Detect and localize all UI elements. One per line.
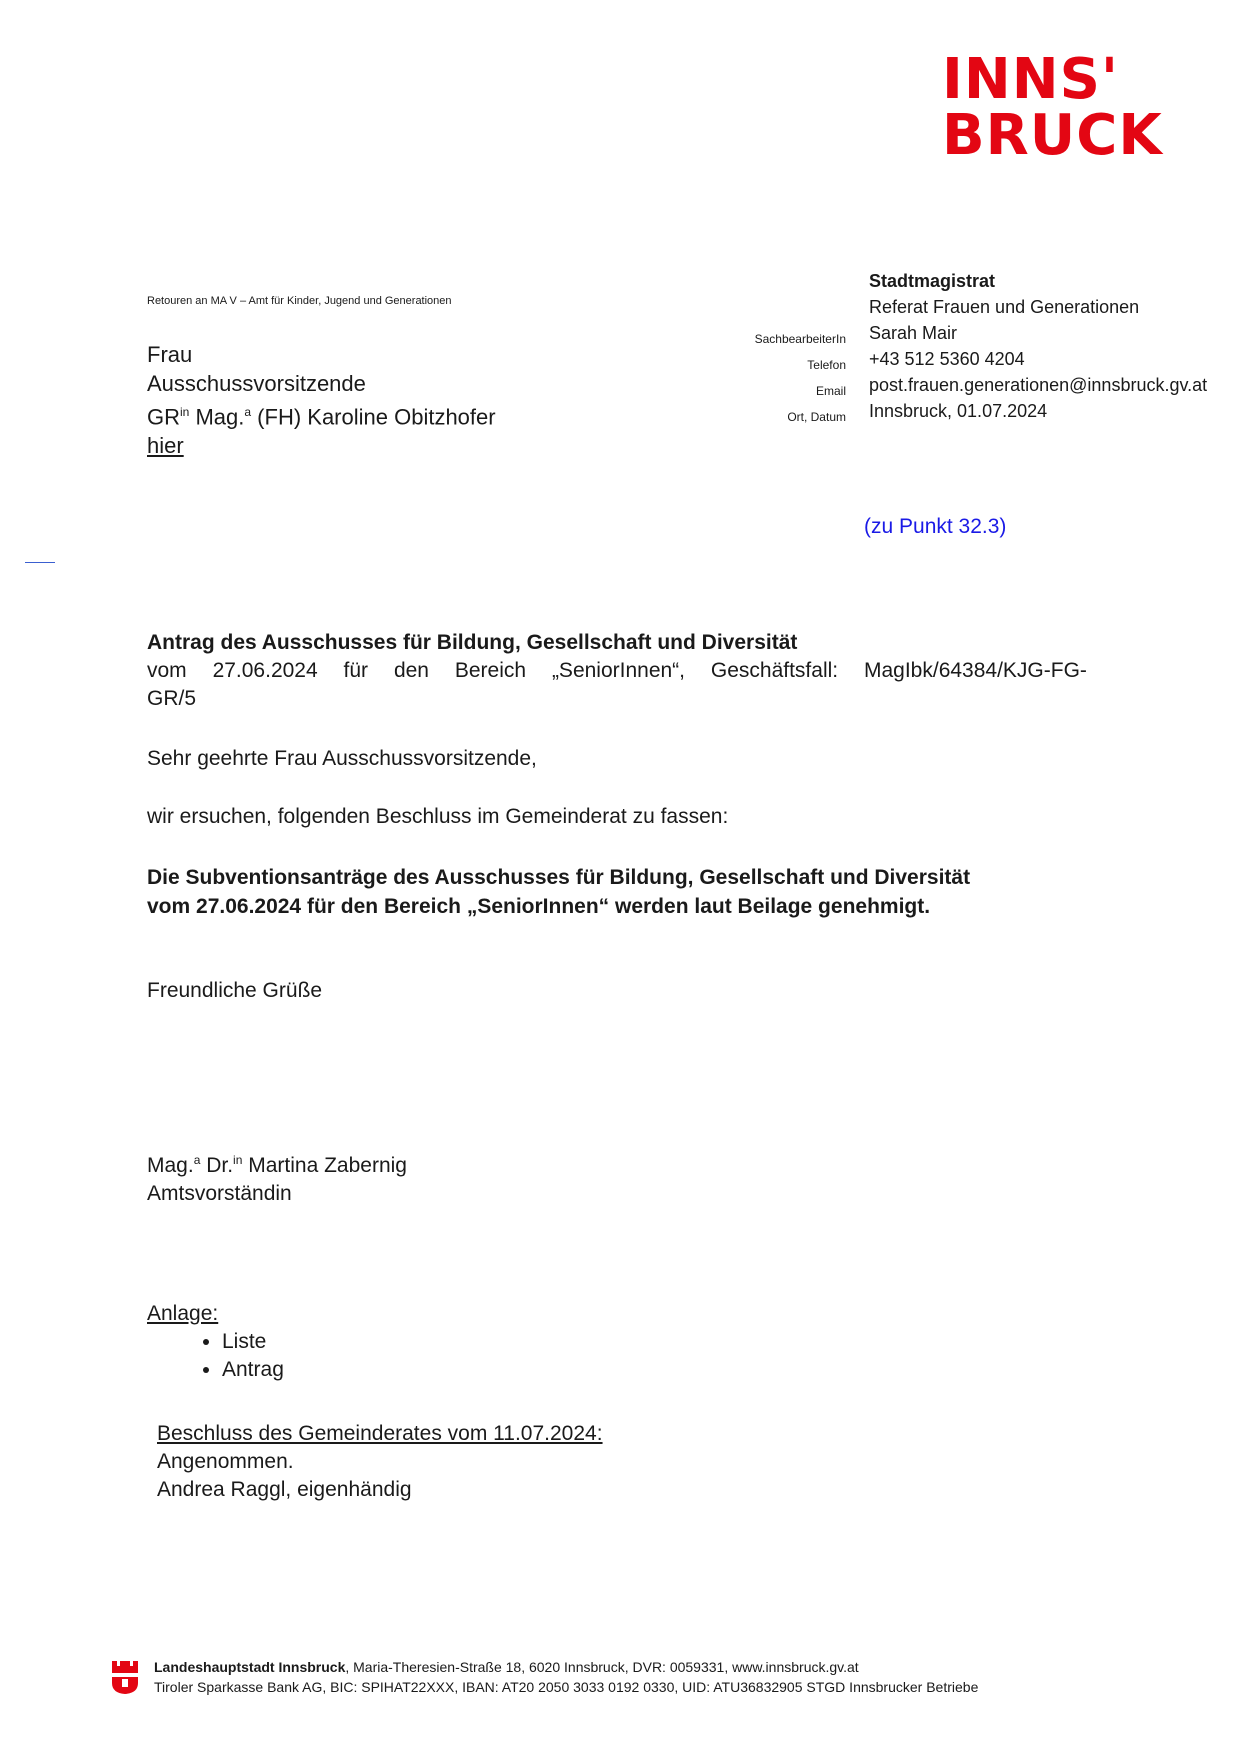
attachments <box>147 1300 284 1384</box>
list-item: • Antrag <box>222 1356 284 1384</box>
innsbruck-logo <box>942 47 1182 168</box>
footer-line-1: Landeshauptstadt Innsbruck, Maria-Theresien-Straße 18, 6020 Innsbruck, DVR: 0059331, www.innsbruck.gv.at <box>154 1659 859 1675</box>
logo-line-2: BRUCK <box>942 103 1163 168</box>
sender-department: Referat Frauen und Generationen <box>869 297 1140 317</box>
value-phone: +43 512 5360 4204 <box>869 349 1025 369</box>
resolution-heading: Beschluss des Gemeinderates vom 11.07.2024: <box>157 1422 603 1445</box>
signatory-title: Amtsvorständin <box>147 1182 292 1205</box>
city-crest-icon <box>110 1659 140 1695</box>
council-resolution <box>157 1420 603 1504</box>
subject-line-2: vom 27.06.2024 für den Bereich „SeniorInnen“, Geschäftsfall: MagIbk/64384/KJG-FG- <box>147 659 1087 682</box>
decision-text: Die Subventionsanträge des Ausschusses für Bildung, Gesellschaft und Diversität vom 27.06.2024 für den Bereich „SeniorInnen“ werden laut Beilage genehmigt. <box>147 866 971 918</box>
recipient-role: Ausschussvorsitzende <box>147 371 366 396</box>
label-phone: Telefon <box>807 358 846 372</box>
list-item: • Liste <box>222 1328 284 1356</box>
label-place-date: Ort, Datum <box>787 410 846 424</box>
request-text: wir ersuchen, folgenden Beschluss im Gemeinderat zu fassen: <box>147 805 729 828</box>
sender-values <box>869 268 1207 424</box>
subject-block <box>147 629 1087 713</box>
footer-line-2: Tiroler Sparkasse Bank AG, BIC: SPIHAT22XXX, IBAN: AT20 2050 3033 0192 0330, UID: ATU36832905 STGD Innsbrucker Betriebe <box>154 1679 979 1695</box>
recipient-salutation: Frau <box>147 342 193 367</box>
signatory-name: Mag.$^a$ Dr.$^{in}$ Martina Zabernig <box>147 1153 407 1177</box>
margin-mark <box>25 562 55 563</box>
recipient-name: $GR^{in}$ Mag.$^a$ (FH) Karoline Obitzhofer <box>147 404 496 430</box>
closing: Freundliche Grüße <box>147 979 323 1002</box>
return-address: Retouren an MA V – Amt für Kinder, Jugend und Generationen <box>147 295 452 307</box>
recipient-delivery: hier <box>147 433 184 459</box>
resolution-result: Angenommen. <box>157 1450 294 1473</box>
label-email: Email <box>815 384 846 398</box>
agenda-reference: (zu Punkt 32.3) <box>864 515 1007 538</box>
sender-labels <box>700 326 846 430</box>
value-clerk: Sarah Mair <box>869 323 958 343</box>
value-email: post.frauen.generationen@innsbruck.gv.at <box>869 375 1208 395</box>
recipient-block <box>147 340 496 460</box>
greeting: Sehr geehrte Frau Ausschussvorsitzende, <box>147 747 537 770</box>
attachments-list <box>147 1328 284 1384</box>
value-place-date: Innsbruck, 01.07.2024 <box>869 401 1048 421</box>
attachments-heading: Anlage: <box>147 1302 219 1325</box>
subject-line-3: GR/5 <box>147 687 197 710</box>
sender-office: Stadtmagistrat <box>869 271 996 291</box>
logo-line-1: INNS' <box>942 47 1120 112</box>
label-clerk: SachbearbeiterIn <box>754 332 846 346</box>
resolution-signed: Andrea Raggl, eigenhändig <box>157 1478 412 1501</box>
subject-title: Antrag des Ausschusses für Bildung, Gesellschaft und Diversität <box>147 631 798 654</box>
signature-block <box>147 1146 407 1208</box>
